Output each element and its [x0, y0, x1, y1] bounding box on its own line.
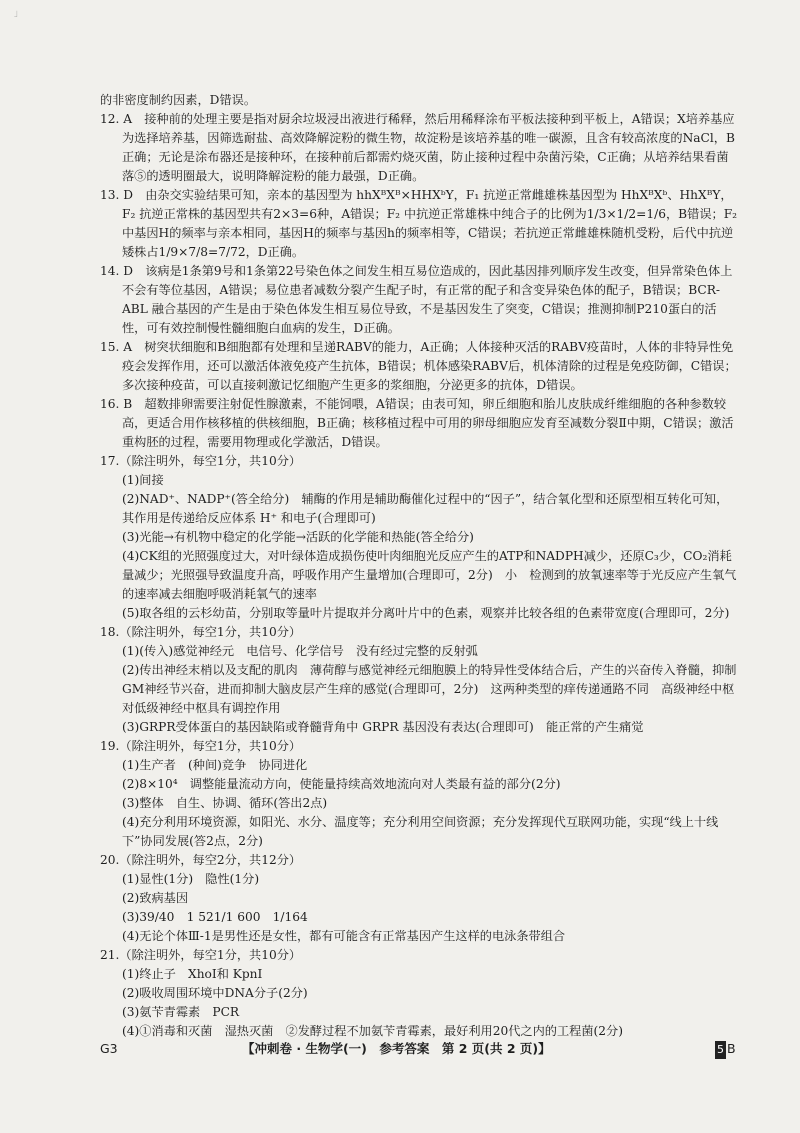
answer-18-part-3: (3)GRPR受体蛋白的基因缺陷或脊髓背角中 GRPR 基因没有表达(合理即可) 能正常的产生痛觉	[122, 720, 644, 734]
answer-19-part-2: (2)8×10⁴ 调整能量流动方向，使能量持续高效地流向对人类最有益的部分(2分)	[122, 777, 561, 791]
answer-12: 12. A 接种前的处理主要是指对厨余垃圾浸出液进行稀释，然后用稀释涂布平板法接种到平板上，A错误；X培养基应为选择培养基，因筛选耐盐、高效降解淀粉的微生物，故淀粉是该培养基的唯一碳源，且含有较高浓度的NaCl，B正确；无论是涂布器还是接种环，在接种前后都需灼烧灭菌，防止接种过程中杂菌污染，C正确；从培养结果看菌落⑤的透明圈最大，说明降解淀粉的能力最强，D正确。	[100, 112, 735, 183]
corner-mark: 」	[14, 9, 24, 19]
answer-17-heading: 17.（除注明外，每空1分，共10分）	[100, 454, 302, 468]
footer-brand	[715, 1040, 736, 1059]
answer-20-part-2: (2)致病基因	[122, 891, 189, 905]
answer-17-part-2: (2)NAD⁺、NADP⁺(答全给分) 辅酶的作用是辅助酶催化过程中的“因子”，结合氧化型和还原型相互转化可知，其作用是传递给反应体系 H⁺ 和电子(合理即可)	[122, 492, 729, 525]
answer-13: 13. D 由杂交实验结果可知，亲本的基因型为 hhXᴮXᴮ×HHXᵇY，F₁ 抗逆正常雌雄株基因型为 HhXᴮXᵇ、HhXᴮY，F₂ 抗逆正常株的基因型共有2×3=6种，A错误；F₂ 中抗逆正常雄株中纯合子的比例为1/3×1/2=1/6，B错误；F₂ 中基因H的频率与亲本相同，基因H的频率与基因h的频率相等，C错误；若抗逆正常雌雄株随机受粉，后代中抗逆矮株占1/9×7/8=7/72，D正确。	[100, 188, 738, 259]
answer-19-part-4: (4)充分利用环境资源，如阳光、水分、温度等；充分利用空间资源；充分发挥现代互联网功能，实现“线上十线下”协同发展(答2点，2分)	[122, 815, 719, 848]
answer-21-heading: 21.（除注明外，每空1分，共10分）	[100, 948, 302, 962]
footer-title: 【冲刺卷 · 生物学(一) 参考答案 第 2 页(共 2 页)】	[242, 1041, 551, 1056]
answer-19-part-3: (3)整体 自生、协调、循环(答出2点)	[122, 796, 328, 810]
answer-17-part-3: (3)光能→有机物中稳定的化学能→活跃的化学能和热能(答全给分)	[122, 530, 474, 544]
answer-20-part-1: (1)显性(1分) 隐性(1分)	[122, 872, 260, 886]
footer-brand-letter: B	[727, 1041, 736, 1056]
answer-20-heading: 20.（除注明外，每空2分，共12分）	[100, 853, 302, 867]
answer-content	[100, 91, 740, 1041]
answer-20-part-3: (3)39/40 1 521/1 600 1/164	[122, 910, 308, 924]
answer-15: 15. A 树突状细胞和B细胞都有处理和呈递RABV的能力，A正确；人体接种灭活的RABV疫苗时，人体的非特异性免疫会发挥作用，还可以激活体液免疫产生抗体，B错误；机体感染RABV后，机体清除的过程是免疫防御，C错误；多次接种疫苗，可以直接刺激记忆细胞产生更多的浆细胞，分泌更多的抗体，D错误。	[100, 340, 737, 392]
answer-20-part-4: (4)无论个体Ⅲ-1是男性还是女性，都有可能含有正常基因产生这样的电泳条带组合	[122, 929, 566, 943]
answer-18-part-2: (2)传出神经末梢以及支配的肌肉 薄荷醇与感觉神经元细胞膜上的特异性受体结合后，产生的兴奋传入脊髓，抑制GM神经节兴奋，进而抑制大脑皮层产生痒的感觉(合理即可，2分) 这两种类型的痒传递通路不同 高级神经中枢对低级神经中枢具有调控作用	[122, 663, 737, 715]
brand-logo: 5	[715, 1041, 726, 1059]
answer-14: 14. D 该病是1条第9号和1条第22号染色体之间发生相互易位造成的，因此基因排列顺序发生改变，但异常染色体上不会有等位基因，A错误；易位患者减数分裂产生配子时，有正常的配子和含变异染色体的配子，B错误；BCR-ABL 融合基因的产生是由于染色体发生相互易位导致，不是基因发生了突变，C错误；推测抑制P210蛋白的活性，可有效控制慢性髓细胞白血病的发生，D正确。	[100, 264, 733, 335]
answer-19-part-1: (1)生产者 (种间)竞争 协同进化	[122, 758, 308, 772]
answer-17-part-1: (1)间接	[122, 473, 164, 487]
paragraph-continuation: 的非密度制约因素，D错误。	[100, 93, 257, 107]
answer-17-part-5: (5)取各组的云杉幼苗，分别取等量叶片提取并分离叶片中的色素，观察并比较各组的色素带宽度(合理即可，2分)	[122, 606, 730, 620]
answer-17-part-4: (4)CK组的光照强度过大，对叶绿体造成损伤使叶肉细胞光反应产生的ATP和NADPH减少，还原C₃少，CO₂消耗量减少；光照强导致温度升高，呼吸作用产生量增加(合理即可，2分) 小 检测到的放氧速率等于光反应产生氧气的速率减去细胞呼吸消耗氧气的速率	[122, 549, 737, 601]
footer-code: G3	[100, 1041, 118, 1056]
answer-19-heading: 19.（除注明外，每空1分，共10分）	[100, 739, 302, 753]
answer-21-part-1: (1)终止子 XhoⅠ和 KpnⅠ	[122, 967, 263, 981]
answer-16: 16. B 超数排卵需要注射促性腺激素，不能饲喂，A错误；由表可知，卵丘细胞和胎儿皮肤成纤维细胞的各种参数较高，更适合用作核移植的供核细胞，B正确；核移植过程中可用的卵母细胞应发育至减数分裂Ⅱ中期，C错误；激活重构胚的过程，需要用物理或化学激活，D错误。	[100, 397, 734, 449]
answer-21-part-4: (4)①消毒和灭菌 湿热灭菌 ②发酵过程不加氨苄青霉素，最好利用20代之内的工程菌(2分)	[122, 1024, 623, 1038]
answer-21-part-3: (3)氨苄青霉素 PCR	[122, 1005, 240, 1019]
answer-21-part-2: (2)吸收周围环境中DNA分子(2分)	[122, 986, 308, 1000]
answer-18-part-1: (1)(传入)感觉神经元 电信号、化学信号 没有经过完整的反射弧	[122, 644, 478, 658]
answer-18-heading: 18.（除注明外，每空1分，共10分）	[100, 625, 302, 639]
